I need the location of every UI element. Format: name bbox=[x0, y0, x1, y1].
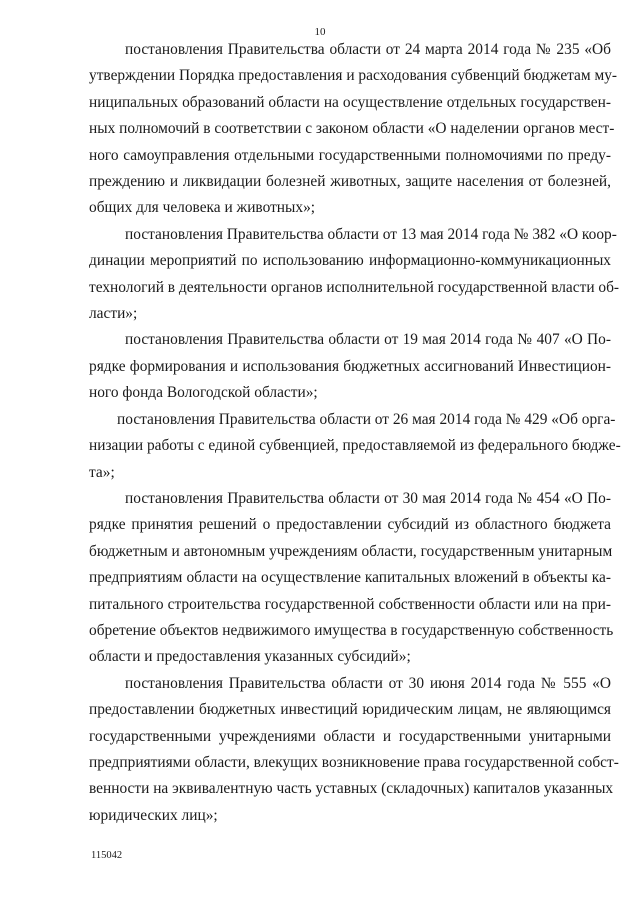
paragraph-line: постановления Правительства области от 26 мая 2014 года № 429 «Об орга- bbox=[117, 410, 616, 428]
paragraph-line: утверждении Порядка предоставления и расходования субвенций бюджетам му- bbox=[89, 67, 618, 85]
document-body bbox=[89, 37, 621, 829]
paragraph-6 bbox=[89, 671, 619, 829]
paragraph-line: предприятиями области, влекущих возникновение права государственной собст- bbox=[89, 753, 619, 771]
paragraph-line: питального строительства государственной собственности области или на при- bbox=[89, 595, 611, 613]
paragraph-line: постановления Правительства области от 30 июня 2014 года № 555 «О bbox=[125, 674, 611, 692]
document-code: 115042 bbox=[91, 850, 123, 861]
paragraph-line: постановления Правительства области от 24 марта 2014 года № 235 «Об bbox=[125, 41, 611, 58]
page-number: 10 bbox=[314, 26, 326, 38]
paragraph-line: ного фонда Вологодской области»; bbox=[89, 384, 318, 402]
paragraph-line: юридических лиц»; bbox=[89, 806, 218, 824]
paragraph-line: предоставлении бюджетных инвестиций юридическим лицам, не являющимся bbox=[89, 701, 611, 719]
paragraph-line: технологий в деятельности органов исполнительной государственной власти об- bbox=[89, 278, 620, 296]
paragraph-line: государственными учреждениями области и государственными унитарными bbox=[89, 727, 611, 745]
paragraph-line: постановления Правительства области от 30 мая 2014 года № 454 «О По- bbox=[125, 489, 611, 507]
paragraph-1 bbox=[89, 37, 618, 222]
paragraph-line: рядке формирования и использования бюджетных ассигнований Инвестицион- bbox=[89, 357, 611, 375]
paragraph-line: ласти»; bbox=[89, 305, 138, 323]
paragraph-line: постановления Правительства области от 13 мая 2014 года № 382 «О коор- bbox=[125, 225, 617, 243]
paragraph-line: области и предоставления указанных субсидий»; bbox=[89, 648, 411, 666]
paragraph-5 bbox=[89, 486, 614, 671]
paragraph-line: ных полномочий в соответствии с законом области «О наделении органов мест- bbox=[89, 120, 615, 138]
paragraph-line: та»; bbox=[89, 463, 115, 481]
paragraph-line: динации мероприятий по использованию информационно-коммуникационных bbox=[89, 252, 611, 270]
paragraph-line: венности на эквивалентную часть уставных (складочных) капиталов указанных bbox=[89, 780, 614, 798]
paragraph-line: постановления Правительства области от 19 мая 2014 года № 407 «О По- bbox=[125, 331, 611, 349]
paragraph-line: предприятиям области на осуществление капитальных вложений в объекты ка- bbox=[89, 569, 611, 587]
paragraph-4 bbox=[89, 407, 621, 486]
paragraph-line: преждению и ликвидации болезней животных, защите населения от болезней, bbox=[89, 173, 611, 191]
paragraph-3 bbox=[89, 327, 611, 406]
paragraph-line: ниципальных образований области на осуществление отдельных государствен- bbox=[89, 93, 611, 111]
paragraph-line: низации работы с единой субвенцией, предоставляемой из федерального бюдже- bbox=[89, 437, 621, 455]
paragraph-2 bbox=[89, 222, 620, 328]
paragraph-line: обретение объектов недвижимого имущества в государственную собственность bbox=[89, 621, 614, 639]
paragraph-line: ного самоуправления отдельными государственными полномочиями по преду- bbox=[89, 146, 611, 164]
paragraph-line: общих для человека и животных»; bbox=[89, 199, 316, 217]
paragraph-line: бюджетным и автономным учреждениям области, государственным унитарным bbox=[89, 542, 613, 560]
paragraph-line: рядке принятия решений о предоставлении субсидий из областного бюджета bbox=[89, 516, 611, 534]
